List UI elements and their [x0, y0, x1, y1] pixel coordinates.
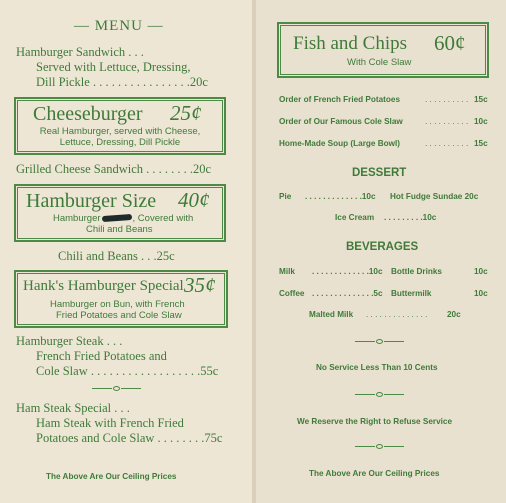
hamburger-steak-line3: Cole Slaw . . . . . . . . . . . . . . . . . .55c — [36, 364, 219, 378]
ink-redaction — [101, 214, 131, 222]
beverages-heading: BEVERAGES — [346, 241, 419, 253]
hamburger-sandwich-line1: Hamburger Sandwich . . . — [16, 45, 144, 59]
side-item-fries-price: 15c — [474, 95, 488, 104]
fish-chips-name: Fish and Chips — [293, 33, 408, 54]
hamburger-size-desc2: Chili and Beans — [86, 224, 153, 235]
hamburger-size-price: 40¢ — [178, 188, 210, 212]
hamburger-steak-line2: French Fried Potatoes and — [36, 349, 167, 363]
right-footer: The Above Are Our Ceiling Prices — [309, 469, 440, 478]
beverage-coffee-label: Coffee — [279, 289, 305, 298]
dessert-pie-label: Pie — [279, 192, 292, 201]
side-item-soup-label: Home-Made Soup (Large Bowl) — [279, 139, 400, 148]
side-item-coleslaw-dots: . . . . . . . . . . — [425, 117, 469, 126]
ham-steak-line1: Ham Steak Special . . . — [16, 401, 130, 415]
right-divider-1-b — [384, 341, 404, 342]
right-divider-3-b — [384, 446, 404, 447]
right-divider-1-ornament — [376, 339, 383, 344]
ham-steak-line3: Potatoes and Cole Slaw . . . . . . . .75c — [36, 431, 223, 445]
reserve-right-notice: We Reserve the Right to Refuse Service — [297, 417, 453, 426]
hanks-special-desc2: Fried Potatoes and Cole Slaw — [56, 310, 182, 321]
beverage-milk-price: . . . . . . . . . . . . .10c — [312, 267, 383, 276]
cheeseburger-desc1: Real Hamburger, served with Cheese, — [39, 126, 201, 137]
side-item-soup-price: 15c — [474, 139, 488, 148]
left-divider-1-ornament — [113, 386, 120, 391]
dessert-icecream-label: Ice Cream — [335, 213, 375, 222]
cheeseburger-price: 25¢ — [170, 101, 202, 125]
left-divider-1-a — [92, 388, 112, 389]
fish-chips-price: 60¢ — [434, 31, 466, 55]
hanks-special-name: Hank's Hamburger Special — [23, 278, 184, 294]
left-divider-1-b — [121, 388, 141, 389]
beverage-buttermilk-price: 10c — [474, 289, 488, 298]
left-footer: The Above Are Our Ceiling Prices — [46, 472, 177, 481]
side-item-soup-dots: . . . . . . . . . . — [425, 139, 469, 148]
beverage-bottle-label: Bottle Drinks — [391, 267, 442, 276]
beverage-bottle-price: 10c — [474, 267, 488, 276]
fish-chips-desc: With Cole Slaw — [347, 57, 412, 68]
hamburger-size-desc1-b: , Covered with — [132, 213, 194, 224]
dessert-heading: DESSERT — [352, 167, 407, 179]
cheeseburger-desc2: Lettuce, Dressing, Dill Pickle — [59, 137, 181, 148]
menu-title: — MENU — — [74, 18, 164, 34]
right-divider-2-ornament — [376, 392, 383, 397]
right-divider-3-a — [355, 446, 375, 447]
hanks-special-price: 35¢ — [184, 273, 216, 297]
cheeseburger-name: Cheeseburger — [33, 103, 143, 125]
beverage-malted-dots: . . . . . . . . . . . . . . — [366, 310, 428, 319]
beverage-malted-label: Malted Milk — [309, 310, 354, 319]
right-divider-3-ornament — [376, 444, 383, 449]
beverage-malted-price: 20c — [447, 310, 461, 319]
beverage-buttermilk-label: Buttermilk — [391, 289, 432, 298]
hamburger-sandwich-line3: Dill Pickle . . . . . . . . . . . . . . . .20c — [36, 75, 208, 89]
hamburger-size-name: Hamburger Size — [26, 190, 157, 212]
grilled-cheese-item: Grilled Cheese Sandwich . . . . . . . .20c — [16, 162, 212, 176]
hamburger-steak-line1: Hamburger Steak . . . — [16, 334, 123, 348]
dessert-icecream-price: . . . . . . . . .10c — [384, 213, 437, 222]
side-item-fries-label: Order of French Fried Potatoes — [279, 95, 401, 104]
hamburger-size-desc1-a: Hamburger — [53, 213, 101, 224]
chili-beans-item: Chili and Beans . . .25c — [58, 249, 175, 263]
side-item-coleslaw-label: Order of Our Famous Cole Slaw — [279, 117, 403, 126]
hamburger-size-desc1 — [53, 213, 193, 224]
dessert-pie-price: . . . . . . . . . . . . .10c — [305, 192, 376, 201]
side-item-coleslaw-price: 10c — [474, 117, 488, 126]
beverage-coffee-price: . . . . . . . . . . . . . .5c — [312, 289, 383, 298]
ham-steak-line2: Ham Steak with French Fried — [36, 416, 184, 430]
right-divider-2-a — [355, 394, 375, 395]
beverage-milk-label: Milk — [279, 267, 295, 276]
right-divider-2-b — [384, 394, 404, 395]
dessert-fudge-sundae: Hot Fudge Sundae 20c — [390, 192, 479, 201]
right-divider-1-a — [355, 341, 375, 342]
hanks-special-desc1: Hamburger on Bun, with French — [50, 299, 185, 310]
hamburger-sandwich-line2: Served with Lettuce, Dressing, — [36, 60, 191, 74]
side-item-fries-dots: . . . . . . . . . . — [425, 95, 469, 104]
no-service-notice: No Service Less Than 10 Cents — [316, 363, 438, 372]
